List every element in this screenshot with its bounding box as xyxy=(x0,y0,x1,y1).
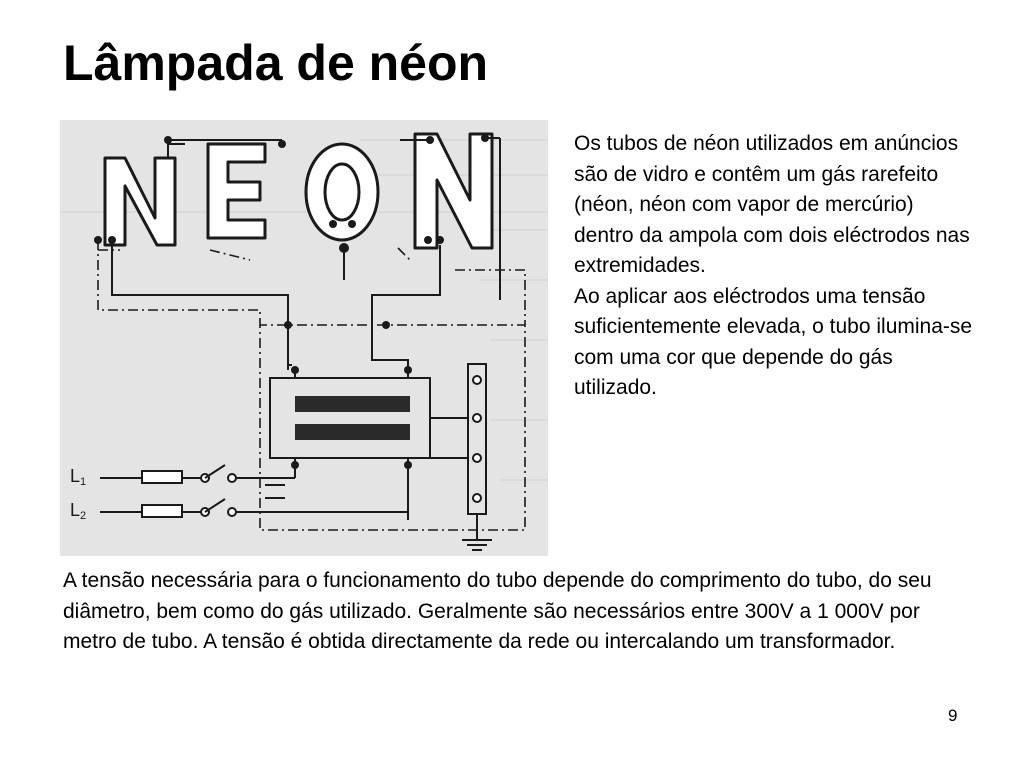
transformer-primary xyxy=(295,396,410,412)
line2-subscript: 2 xyxy=(80,510,87,522)
line2-label: L xyxy=(70,500,81,520)
fuse-l2 xyxy=(142,505,182,517)
line1-subscript: 1 xyxy=(80,476,87,488)
neon-circuit-diagram xyxy=(60,120,548,556)
fuse-l1 xyxy=(142,471,182,483)
transformer-secondary xyxy=(295,424,410,440)
side-description xyxy=(574,129,974,404)
bottom-paragraph: A tensão necessária para o funcionamento do tubo depende do comprimento do tubo, do seu diâmetro, bem como do gás utilizado. Geralmente são necessários entre 300V a 1 000V por metro de tubo. A tensão é obtida directamente da rede ou intercalando um transformador. xyxy=(63,569,932,653)
slide-title: Lâmpada de néon xyxy=(63,35,489,91)
side-paragraph-2: Ao aplicar aos eléctrodos uma tensão suficientemente elevada, o tubo ilumina-se com uma cor que depende do gás utilizado. xyxy=(574,284,973,399)
line1-label: L xyxy=(70,466,81,486)
side-paragraph-1: Os tubos de néon utilizados em anúncios são de vidro e contêm um gás rarefeito (néon, néon com vapor de mercúrio) dentro da ampola com dois eléctrodos nas extremidades. xyxy=(574,132,970,277)
page-number: 9 xyxy=(948,706,958,725)
